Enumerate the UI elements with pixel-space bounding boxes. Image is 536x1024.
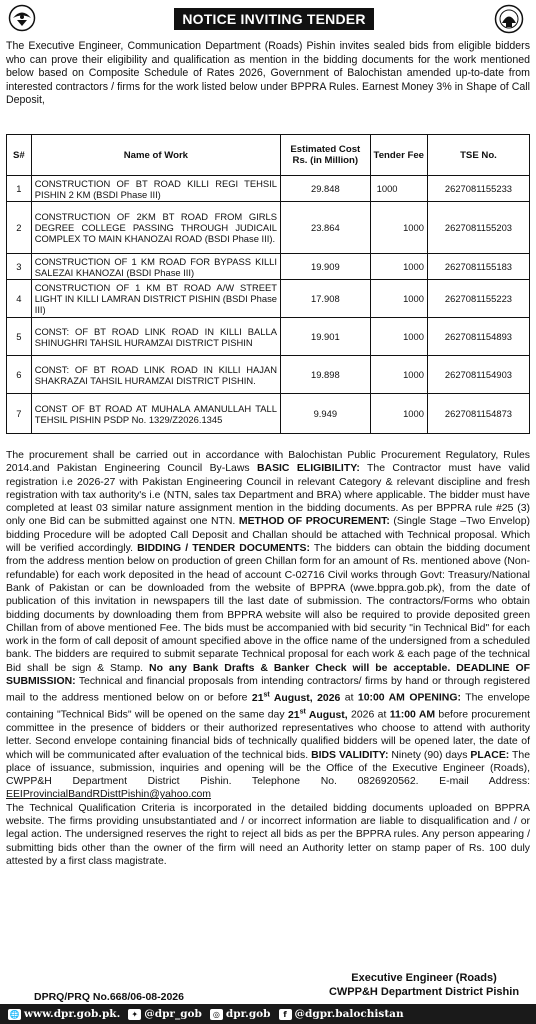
cell-tse: 2627081155233 bbox=[427, 176, 529, 202]
opening-time: 11:00 AM bbox=[389, 709, 436, 721]
footer-website[interactable] bbox=[8, 1008, 120, 1020]
table-row bbox=[7, 176, 530, 202]
cell-cost: 19.898 bbox=[281, 356, 371, 394]
deadline-day-suffix: st bbox=[263, 691, 270, 699]
deadline-month-year: August, 2026 bbox=[269, 692, 341, 704]
notice-page bbox=[6, 4, 531, 1003]
cell-fee: 1000 bbox=[370, 356, 427, 394]
cell-work: CONST OF BT ROAD AT MUHALA AMANULLAH TALL TEHSIL PISHIN PSDP No. 1329/Z2026.1345 bbox=[31, 394, 280, 434]
reference-number: DPRQ/PRQ No.668/06-08-2026 bbox=[34, 991, 184, 1003]
footer-bar bbox=[0, 1004, 536, 1024]
cell-fee: 1000 bbox=[370, 176, 427, 202]
header bbox=[6, 4, 530, 40]
cell-fee: 1000 bbox=[370, 318, 427, 356]
table-row bbox=[7, 280, 530, 318]
header-sn: S# bbox=[7, 135, 32, 176]
heading-opening: OPENING: bbox=[404, 692, 461, 704]
body-text-segment: 2026 at bbox=[347, 709, 390, 721]
heading-bidding-documents: BIDDING / TENDER DOCUMENTS: bbox=[137, 543, 310, 555]
no-bank-drafts-notice: No any Bank Drafts & Banker Check will be acceptable. bbox=[149, 662, 451, 674]
opening-day: 21 bbox=[287, 709, 300, 721]
cell-fee: 1000 bbox=[370, 202, 427, 254]
cell-work: CONST: OF BT ROAD LINK ROAD IN KILLI BALLA SHINUGHRI TAHSIL HURAMZAI DISTRICT PISHIN bbox=[31, 318, 280, 356]
email-link[interactable]: EEIProvincialBandRDisttPishin@yahoo.com bbox=[6, 789, 211, 801]
cell-work: CONSTRUCTION OF BT ROAD KILLI REGI TEHSIL PISHIN 2 KM (BSDI Phase III) bbox=[31, 176, 280, 202]
cell-tse: 2627081155183 bbox=[427, 254, 529, 280]
government-seal-icon bbox=[494, 4, 524, 34]
header-tse: TSE No. bbox=[427, 135, 529, 176]
globe-icon: 🌐 bbox=[9, 1009, 20, 1019]
deadline-time: 10:00 AM bbox=[357, 692, 405, 704]
table-row bbox=[7, 254, 530, 280]
body-text-segment: The bidders can obtain the bidding document from the address mention below on production of green Chillan form for an amount of Rs. mentioned above (Non- refundable) for each work deposited in the head of account C-02716 Civil works through Govt: Treasury/National Bank of Pakistan or can be downloaded from the website of BPPRA (wwe.bppra.gob.pk), from the date of publication of this invitation in newspapers till the last date of submission. The contractors/Forms who obtain bidding documents by downloading them from BPPRA website will also be required to provide deposited green Chillan from of above mentioned Fee. The bids must be accompanied with bid security "in Technical Bid" for each work in the form of call deposit of amount specified above in the office name of the undersigned from a scheduled bank. The bidders are required to submit separate Technical proposal for each work & each page of the technical Bid shall be sign & Stamp. bbox=[6, 543, 530, 674]
instagram-handle: dpr.gob bbox=[225, 1008, 271, 1020]
table-row bbox=[7, 356, 530, 394]
heading-basic-eligibility: BASIC ELIGIBILITY: bbox=[257, 463, 360, 475]
opening-month: August, bbox=[305, 709, 348, 721]
header-work: Name of Work bbox=[31, 135, 280, 176]
body-text-segment: Ninety (90) days bbox=[388, 749, 471, 761]
cell-cost: 29.848 bbox=[281, 176, 371, 202]
heading-bids-validity: BIDS VALIDITY: bbox=[311, 749, 389, 761]
facebook-icon: f bbox=[279, 1009, 292, 1020]
heading-place: PLACE: bbox=[470, 749, 510, 761]
heading-method-of-procurement: METHOD OF PROCUREMENT: bbox=[238, 516, 390, 528]
deadline-date bbox=[252, 693, 340, 704]
heading-deadline: DEADLINE OF SUBMISSION: bbox=[6, 662, 530, 688]
table-header-row bbox=[7, 135, 530, 176]
department-logo-icon bbox=[8, 4, 36, 32]
signature-title: Executive Engineer (Roads) bbox=[351, 972, 497, 984]
table-row bbox=[7, 318, 530, 356]
cell-cost: 17.908 bbox=[281, 280, 371, 318]
cell-fee: 1000 bbox=[370, 394, 427, 434]
cell-sn: 6 bbox=[7, 356, 32, 394]
twitter-icon: ✦ bbox=[128, 1009, 141, 1020]
body-text-segment: at bbox=[340, 692, 358, 704]
footer-instagram[interactable] bbox=[210, 1008, 271, 1020]
opening-date bbox=[288, 710, 348, 721]
cell-sn: 5 bbox=[7, 318, 32, 356]
cell-sn: 1 bbox=[7, 176, 32, 202]
cell-work: CONSTRUCTION OF 2KM BT ROAD FROM GIRLS DEGREE COLLEGE PASSING THROUGH JUDICAIL COMPLEX TO MAIN KHANOZAI ROAD (BSDI Phase III). bbox=[31, 202, 280, 254]
header-fee: Tender Fee bbox=[370, 135, 427, 176]
tender-body-text bbox=[6, 449, 530, 868]
intro-paragraph: The Executive Engineer, Communication Department (Roads) Pishin invites sealed bids from eligible bidders who can prove their eligibility and qualification as mention in the bidding documents for the work mentioned below based on Composite Schedule of Rates 2026, Government of Balochistan amended up-to-date from interested contractors / firms for the work listed below under BPPRA Rules. Earnest Money 3% in Shape of Call Deposit, bbox=[6, 40, 530, 107]
cell-tse: 2627081154873 bbox=[427, 394, 529, 434]
body-text-segment: before procurement committee in the presence of bidders or their authorized representatives who choose to attend with authority letter. Second envelope containing financial bids of technically qualified bidders will be opened later, the date of which will be communicated after evaluation of the technical bids. bbox=[6, 709, 530, 761]
cell-sn: 7 bbox=[7, 394, 32, 434]
cell-fee: 1000 bbox=[370, 254, 427, 280]
cell-tse: 2627081155203 bbox=[427, 202, 529, 254]
cell-fee: 1000 bbox=[370, 280, 427, 318]
cell-sn: 2 bbox=[7, 202, 32, 254]
cell-tse: 2627081154893 bbox=[427, 318, 529, 356]
signature-block bbox=[324, 971, 524, 999]
body-text-segment: (Single Stage –Two Envelop) bidding Procedure will be adopted Call Deposit and Challan should be attached with Technical proposal. Which will be verified accordingly. bbox=[6, 516, 530, 555]
table-row bbox=[7, 394, 530, 434]
cell-tse: 2627081155223 bbox=[427, 280, 529, 318]
cell-tse: 2627081154903 bbox=[427, 356, 529, 394]
procurement-paragraph bbox=[6, 449, 530, 802]
signature-department: CWPP&H Department District Pishin bbox=[328, 986, 520, 998]
body-text-segment: Technical and financial proposals from intending contractors/ firms by hand or through registered mail to the address mentioned below on or before bbox=[6, 676, 530, 704]
body-text-segment: The Contractor must have valid registration i.e 2026-27 with Pakistan Engineering Council in relevant Category & relevant discipline and fresh registration with tax authority's i.e (NTN, sales tax Department and BRA) where applicable. The bidder must have completed at least 03 similar nature assignment mention in the bidding documents. As per BPPRA rule #25 (3) only one Bid can be submitted against one NTN. bbox=[6, 463, 530, 528]
body-text-segment: The procurement shall be carried out in accordance with Balochistan Public Procurement Regulatory, Rules 2014.and Pakistan Engineering Council By-Laws bbox=[6, 450, 530, 475]
cell-sn: 3 bbox=[7, 254, 32, 280]
footer-twitter[interactable] bbox=[128, 1008, 202, 1020]
cell-cost: 19.909 bbox=[281, 254, 371, 280]
cell-sn: 4 bbox=[7, 280, 32, 318]
cell-cost: 19.901 bbox=[281, 318, 371, 356]
tender-table bbox=[6, 134, 530, 434]
instagram-icon: ◎ bbox=[210, 1009, 223, 1020]
body-text-segment: The place of issuance, submission, inquiries and opening will be the Office of the Executive Engineer (Roads), CWPP&H Department District Pishin. Telephone No. 0826920562. E-mail Address: bbox=[6, 749, 531, 788]
notice-title: NOTICE INVITING TENDER bbox=[174, 8, 374, 30]
cell-cost: 23.864 bbox=[281, 202, 371, 254]
cell-cost: 9.949 bbox=[281, 394, 371, 434]
footer-facebook[interactable] bbox=[279, 1008, 404, 1020]
facebook-handle: @dgpr.balochistan bbox=[294, 1008, 404, 1020]
header-cost: Estimated Cost Rs. (in Million) bbox=[281, 135, 371, 176]
twitter-handle: @dpr_gob bbox=[144, 1008, 202, 1020]
website-text: www.dpr.gob.pk. bbox=[24, 1008, 121, 1020]
deadline-day: 21 bbox=[251, 692, 264, 704]
cell-work: CONSTRUCTION OF 1 KM ROAD FOR BYPASS KILLI SALEZAI KHANOZAI (BSDI Phase III) bbox=[31, 254, 280, 280]
cell-work: CONST: OF BT ROAD LINK ROAD IN KILLI HAJAN SHAKRAZAI TAHSIL HURAMZAI DISTRICT PISHIN. bbox=[31, 356, 280, 394]
table-row bbox=[7, 202, 530, 254]
opening-day-suffix: st bbox=[299, 708, 306, 716]
qualification-paragraph: The Technical Qualification Criteria is incorporated in the detailed bidding documents uploaded on BPPRA website. The firms providing unsubstantiated and / or incorrect information are liable to disqualification and / or legal action. The undersigned reserves the right to reject all bids as per the BPPRA rules. Any person appearing / submitting bids other than the owner of the firm will need an Authority letter on stamp paper of Rs. 100 duly attested by a first class magistrate. bbox=[6, 802, 530, 867]
cell-work: CONSTRUCTION OF 1 KM BT ROAD A/W STREET LIGHT IN KILLI LAMRAN DISTRICT PISHIN (BSDI Phase III) bbox=[31, 280, 280, 318]
body-text-segment: The envelope containing "Technical Bids" will be opened on the same day bbox=[6, 692, 530, 721]
